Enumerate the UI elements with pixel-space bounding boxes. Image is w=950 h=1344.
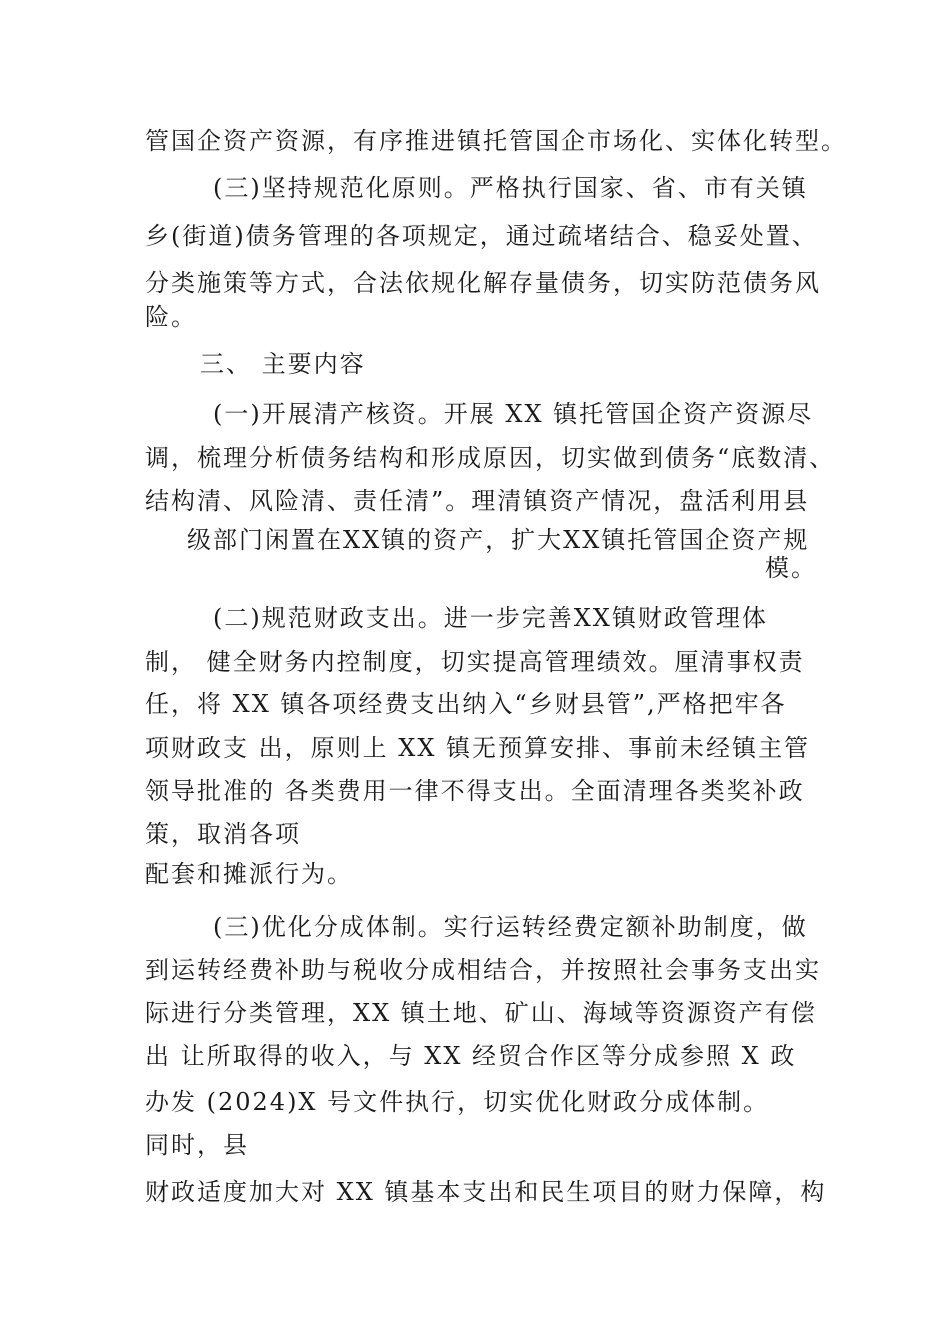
text-line: 调，梳理分析债务结构和形成原因，切实做到债务“底数清、 [145,444,836,472]
text-line: (三)坚持规范化原则。严格执行国家、省、市有关镇 [213,174,808,202]
text-line: 财政适度加大对 XX 镇基本支出和民生项目的财力保障，构 [145,1178,827,1206]
text-line: 任，将 XX 镇各项经费支出纳入“乡财县管”,严格把牢各 [145,690,787,718]
text-line: 项财政支 出，原则上 XX 镇无预算安排、事前未经镇主管 [145,734,811,762]
text-line: 到运转经费补助与税收分成相结合，并按照社会事务支出实 [145,956,821,984]
text-line: (三)优化分成体制。实行运转经费定额补助制度，做 [213,913,808,941]
text-line: 制， 健全财务内控制度，切实提高管理绩效。厘清事权责 [145,648,805,676]
text-line: 模。 [765,554,817,582]
text-line: 乡(街道)债务管理的各项规定，通过疏堵结合、稳妥处置、 [145,222,818,250]
text-line: (一)开展清产核资。开展 XX 镇托管国企资产资源尽 [213,400,814,428]
section-heading: 三、 主要内容 [200,350,366,378]
text-line: 策，取消各项 [145,820,301,848]
text-line: 领导批准的 各类费用一律不得支出。全面清理各类奖补政 [145,777,805,805]
text-line: 同时，县 [145,1131,249,1159]
text-line: 结构清、风险清、责任清”。理清镇资产情况，盘活利用县 [145,487,810,515]
text-line: 办发 (2024)X 号文件执行，切实优化财政分成体制。 [145,1088,770,1116]
text-line: 出 让所取得的收入，与 XX 经贸合作区等分成参照 X 政 [145,1042,797,1070]
text-line: 际进行分类管理，XX 镇土地、矿山、海域等资源资产有偿 [145,999,817,1027]
text-line: 险。 [145,303,197,331]
text-line: 配套和摊派行为。 [145,860,353,888]
text-line: 级部门闲置在XX镇的资产，扩大XX镇托管国企资产规 [187,526,810,554]
text-line: 分类施策等方式，合法依规化解存量债务，切实防范债务风 [145,269,821,297]
text-line: (二)规范财政支出。进一步完善XX镇财政管理体 [213,604,768,632]
text-line: 管国企资产资源，有序推进镇托管国企市场化、实体化转型。 [145,127,847,155]
